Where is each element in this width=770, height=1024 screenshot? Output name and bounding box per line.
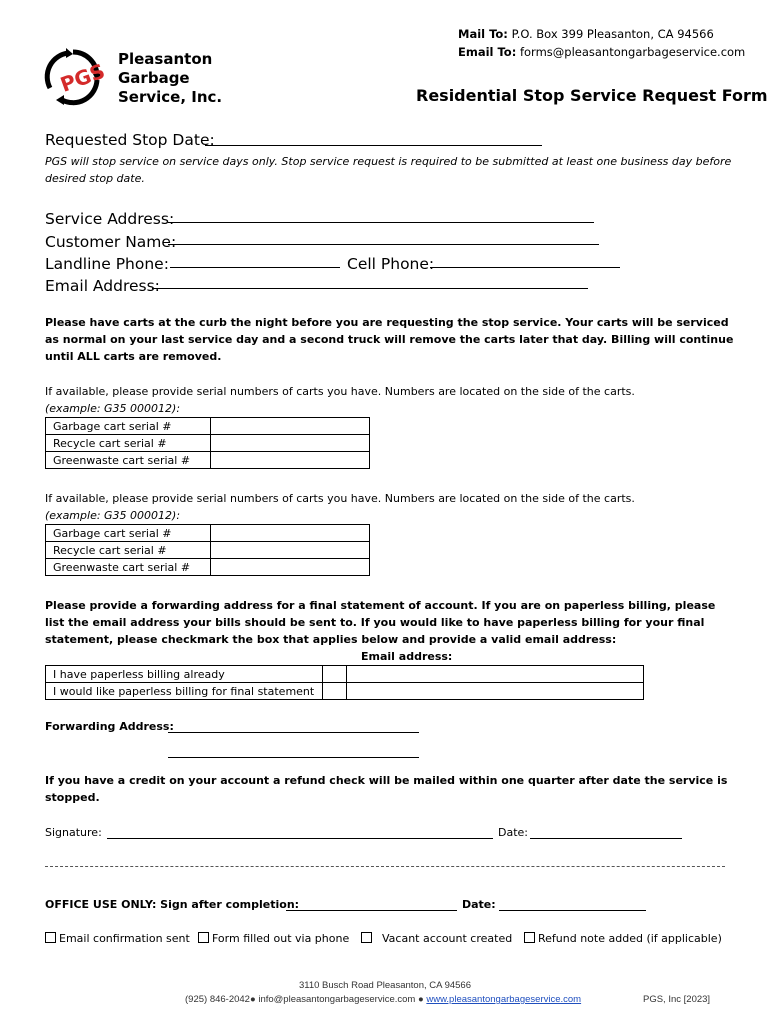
carts-notice: Please have carts at the curb the night before you are requesting the stop service. Your carts will be serviced as normal on your last service day and a second truck will remove the carts later that day. Billing will continue until ALL carts are removed. [45, 316, 734, 363]
email-to [458, 45, 745, 59]
paperless-email-input[interactable] [347, 683, 644, 700]
email-address-header: Email address: [361, 650, 453, 663]
footer-copyright: PGS, Inc [2023] [643, 994, 711, 1005]
company-logo [42, 44, 104, 110]
forwarding-address-field-2[interactable] [168, 757, 419, 758]
stop-date-note: PGS will stop service on service days only. Stop service request is required to be submitted at least one business day before desired stop date. [45, 155, 732, 185]
stop-date-field[interactable] [205, 145, 542, 146]
logo-recycle-icon [42, 44, 104, 110]
office-check-label: Vacant account created [382, 932, 513, 945]
checkbox-icon[interactable] [361, 932, 372, 943]
signature-label: Signature: [45, 826, 102, 839]
serial-input[interactable] [211, 452, 370, 469]
office-check-label: Refund note added (if applicable) [538, 932, 722, 945]
service-address-field[interactable] [168, 222, 594, 223]
serial-table-2 [45, 524, 370, 576]
office-check-phone[interactable] [198, 932, 349, 945]
company-name [118, 50, 222, 107]
refund-notice: If you have a credit on your account a refund check will be mailed within one quarter after date the service is stopped. [45, 774, 728, 804]
forwarding-address-field-1[interactable] [168, 732, 419, 733]
paperless-table [45, 665, 644, 700]
email-to-value: forms@pleasantongarbageservice.com [516, 45, 746, 59]
serial-example: (example: G35 000012): [45, 509, 181, 522]
email-address-label: Email Address: [45, 277, 160, 295]
office-date-field[interactable] [499, 910, 646, 911]
footer-contact-text: (925) 846-2042● info@pleasantongarbageservice.com ● [185, 994, 427, 1005]
office-sign-field[interactable] [286, 910, 457, 911]
serial-intro-2 [45, 490, 745, 524]
checkbox-icon[interactable] [45, 932, 56, 943]
company-name-line2: Garbage [118, 69, 190, 87]
table-row [46, 559, 370, 576]
paperless-option-label: I have paperless billing already [46, 666, 323, 683]
paperless-option-label: I would like paperless billing for final statement [46, 683, 323, 700]
checkbox-icon[interactable] [198, 932, 209, 943]
table-row [46, 683, 644, 700]
office-check-refund[interactable] [524, 932, 722, 945]
signature-field[interactable] [107, 838, 493, 839]
table-row [46, 525, 370, 542]
customer-name-label: Customer Name: [45, 233, 177, 251]
serial-row-label: Greenwaste cart serial # [46, 559, 211, 576]
landline-phone-field[interactable] [170, 267, 340, 268]
mail-to-value: P.O. Box 399 Pleasanton, CA 94566 [507, 27, 714, 41]
office-check-label: Email confirmation sent [59, 932, 190, 945]
customer-name-field[interactable] [168, 244, 599, 245]
cell-phone-label: Cell Phone: [347, 255, 435, 273]
serial-input[interactable] [211, 418, 370, 435]
office-use-label: OFFICE USE ONLY: Sign after completion: [45, 898, 300, 911]
checkbox-icon[interactable] [524, 932, 535, 943]
cell-phone-field[interactable] [430, 267, 620, 268]
serial-row-label: Garbage cart serial # [46, 418, 211, 435]
divider [45, 866, 725, 867]
serial-table-1 [45, 417, 370, 469]
serial-input[interactable] [211, 435, 370, 452]
serial-row-label: Recycle cart serial # [46, 435, 211, 452]
serial-row-label: Greenwaste cart serial # [46, 452, 211, 469]
company-name-line1: Pleasanton [118, 50, 213, 68]
form-title: Residential Stop Service Request Form [416, 86, 768, 105]
signature-date-label: Date: [498, 826, 528, 839]
email-address-field[interactable] [152, 288, 588, 289]
email-to-label: Email To: [458, 45, 517, 59]
office-check-label: Form filled out via phone [212, 932, 350, 945]
logo-text: PGS [57, 58, 104, 97]
footer-contact [185, 994, 581, 1005]
table-row [46, 418, 370, 435]
signature-date-field[interactable] [530, 838, 682, 839]
forwarding-address-label: Forwarding Address: [45, 720, 174, 733]
forwarding-notice: Please provide a forwarding address for a final statement of account. If you are on paperless billing, please list the email address your bills should be sent to. If you would like to have paperless billing for your final statement, please checkmark the box that applies below and provide a valid email address: [45, 599, 716, 646]
serial-input[interactable] [211, 525, 370, 542]
office-check-email[interactable] [45, 932, 190, 945]
serial-intro-text: If available, please provide serial numbers of carts you have. Numbers are located on the side of the carts. [45, 492, 635, 505]
paperless-email-input[interactable] [347, 666, 644, 683]
serial-row-label: Recycle cart serial # [46, 542, 211, 559]
serial-example: (example: G35 000012): [45, 402, 181, 415]
service-address-label: Service Address: [45, 210, 175, 228]
table-row [46, 452, 370, 469]
mail-to-label: Mail To: [458, 27, 508, 41]
serial-input[interactable] [211, 559, 370, 576]
footer-address: 3110 Busch Road Pleasanton, CA 94566 [298, 980, 471, 991]
stop-date-label: Requested Stop Date: [45, 131, 215, 149]
office-date-label: Date: [462, 898, 496, 911]
office-check-vacant[interactable] [361, 932, 512, 945]
mail-to [458, 27, 714, 41]
paperless-checkbox[interactable] [323, 683, 347, 700]
footer-website-link[interactable]: www.pleasantongarbageservice.com [426, 994, 582, 1005]
company-name-line3: Service, Inc. [118, 88, 223, 106]
serial-intro-1 [45, 383, 745, 417]
serial-input[interactable] [211, 542, 370, 559]
serial-intro-text: If available, please provide serial numbers of carts you have. Numbers are located on the side of the carts. [45, 385, 635, 398]
table-row [46, 542, 370, 559]
serial-row-label: Garbage cart serial # [46, 525, 211, 542]
table-row [46, 666, 644, 683]
paperless-checkbox[interactable] [323, 666, 347, 683]
table-row [46, 435, 370, 452]
landline-phone-label: Landline Phone: [45, 255, 169, 273]
